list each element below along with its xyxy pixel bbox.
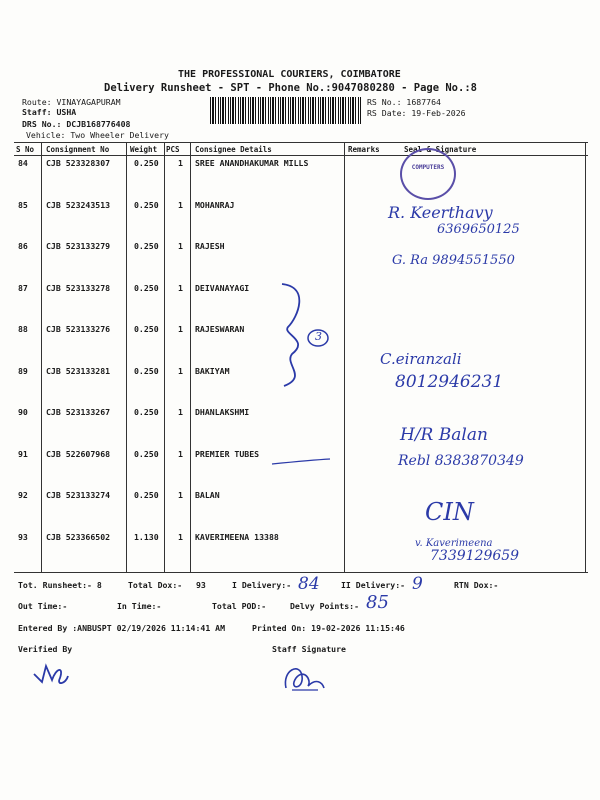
in-time-label: In Time:- xyxy=(117,601,162,611)
cell-weight: 0.250 xyxy=(134,407,159,417)
handwritten-name: R. Keerthavy xyxy=(388,203,493,222)
total-dox-label: Total Dox:- xyxy=(128,580,183,590)
ii-delivery-value: 9 xyxy=(412,574,423,594)
bracket-scribble xyxy=(280,282,330,392)
grid-line xyxy=(190,142,191,572)
cell-sno: 90 xyxy=(18,407,28,417)
cell-pcs: 1 xyxy=(178,200,183,210)
cell-consignment: CJB 523133276 xyxy=(46,324,111,334)
cell-weight: 0.250 xyxy=(134,449,159,459)
cell-sno: 84 xyxy=(18,158,28,168)
handwritten-phone: Rebl 8383870349 xyxy=(398,453,524,469)
cell-consignment: CJB 523133267 xyxy=(46,407,111,417)
col-pcs: PCS xyxy=(166,145,180,154)
cell-consignment: CJB 523133279 xyxy=(46,241,111,251)
cell-consignment: CJB 523366502 xyxy=(46,532,111,542)
cell-weight: 1.130 xyxy=(134,532,159,542)
table-bottom-rule xyxy=(14,572,588,573)
cell-sno: 93 xyxy=(18,532,28,542)
staff-signature-label: Staff Signature xyxy=(272,644,346,654)
col-weight: Weight xyxy=(130,145,158,154)
delvy-points-label: Delvy Points:- xyxy=(290,601,360,611)
cell-consignee: MOHANRAJ xyxy=(195,200,235,210)
grid-line xyxy=(344,142,345,572)
i-delivery-value: 84 xyxy=(298,574,320,594)
cell-consignee: SREE ANANDHAKUMAR MILLS xyxy=(195,158,309,168)
cell-pcs: 1 xyxy=(178,490,183,500)
rs-date: RS Date: 19-Feb-2026 xyxy=(367,108,466,118)
runsheet-subtitle: Delivery Runsheet - SPT - Phone No.:9047080280 - Page No.:8 xyxy=(104,82,477,94)
cell-sno: 88 xyxy=(18,324,28,334)
grid-line xyxy=(126,142,127,572)
col-consignee: Consignee Details xyxy=(195,145,272,154)
handwritten-phone: 8012946231 xyxy=(395,372,504,392)
cell-pcs: 1 xyxy=(178,407,183,417)
cell-consignee: PREMIER TUBES xyxy=(195,449,260,459)
tot-runsheet: Tot. Runsheet:- 8 xyxy=(18,580,102,590)
cell-sno: 92 xyxy=(18,490,28,500)
cell-weight: 0.250 xyxy=(134,283,159,293)
cell-weight: 0.250 xyxy=(134,158,159,168)
cell-weight: 0.250 xyxy=(134,241,159,251)
header-top-rule xyxy=(14,142,588,143)
route-text: Route: VINAYAGAPURAM xyxy=(22,97,121,107)
staff-signature xyxy=(278,660,328,696)
staff-text: Staff: USHA xyxy=(22,107,77,117)
i-delivery-label: I Delivery:- xyxy=(232,580,292,590)
cell-consignee: DHANLAKSHMI xyxy=(195,407,250,417)
cell-sno: 85 xyxy=(18,200,28,210)
header-bottom-rule xyxy=(14,155,588,156)
delvy-points-value: 85 xyxy=(366,592,389,613)
cell-pcs: 1 xyxy=(178,324,183,334)
cell-consignee: DEIVANAYAGI xyxy=(195,283,250,293)
cell-weight: 0.250 xyxy=(134,490,159,500)
cell-consignment: CJB 523328307 xyxy=(46,158,111,168)
cell-consignee: BALAN xyxy=(195,490,220,500)
cell-pcs: 1 xyxy=(178,283,183,293)
rs-number: RS No.: 1687764 xyxy=(367,97,441,107)
cell-consignment: CJB 522607968 xyxy=(46,449,111,459)
cell-consignee: KAVERIMEENA 13388 xyxy=(195,532,279,542)
vehicle-text: Vehicle: Two Wheeler Delivery xyxy=(26,130,169,140)
cell-pcs: 1 xyxy=(178,366,183,376)
cell-weight: 0.250 xyxy=(134,200,159,210)
drs-number: DRS No.: DCJB168776408 xyxy=(22,119,131,129)
cell-pcs: 1 xyxy=(178,449,183,459)
cell-weight: 0.250 xyxy=(134,366,159,376)
handwritten-name: v. Kaverimeena xyxy=(415,538,493,549)
cell-pcs: 1 xyxy=(178,158,183,168)
rtn-dox-label: RTN Dox:- xyxy=(454,580,499,590)
handwritten-signature: H/R Balan xyxy=(400,425,488,445)
total-pod-label: Total POD:- xyxy=(212,601,267,611)
cell-weight: 0.250 xyxy=(134,324,159,334)
cell-sno: 91 xyxy=(18,449,28,459)
handwritten-signature: CIN xyxy=(425,498,474,526)
handwritten-signature: G. Ra 9894551550 xyxy=(392,253,515,268)
ii-delivery-label: II Delivery:- xyxy=(341,580,406,590)
cell-consignment: CJB 523133274 xyxy=(46,490,111,500)
cell-sno: 87 xyxy=(18,283,28,293)
cell-consignee: RAJESH xyxy=(195,241,225,251)
out-time-label: Out Time:- xyxy=(18,601,68,611)
cell-consignment: CJB 523243513 xyxy=(46,200,111,210)
cell-sno: 89 xyxy=(18,366,28,376)
verified-by-label: Verified By xyxy=(18,644,73,654)
company-stamp: COMPUTERS xyxy=(400,148,456,200)
cell-consignment: CJB 523133281 xyxy=(46,366,111,376)
cell-sno: 86 xyxy=(18,241,28,251)
handwritten-phone: 7339129659 xyxy=(430,548,520,564)
grid-line xyxy=(585,142,586,572)
col-seal: Seal & Signature xyxy=(404,145,477,154)
barcode xyxy=(210,97,362,124)
grid-line xyxy=(41,142,42,572)
handwritten-name: C.eiranzali xyxy=(380,350,462,368)
printed-on: Printed On: 19-02-2026 11:15:46 xyxy=(252,623,405,633)
handwritten-number: 3 xyxy=(315,330,322,343)
handwritten-phone: 6369650125 xyxy=(437,222,520,237)
entered-by: Entered By :ANBUSPT 02/19/2026 11:14:41 AM xyxy=(18,623,226,633)
col-consignment: Consignment No xyxy=(46,145,110,154)
col-remarks: Remarks xyxy=(348,145,380,154)
cell-consignee: BAKIYAM xyxy=(195,366,230,376)
cell-pcs: 1 xyxy=(178,532,183,542)
col-sno: S No xyxy=(16,145,35,154)
cell-consignment: CJB 523133278 xyxy=(46,283,111,293)
verifier-signature xyxy=(30,660,70,690)
total-dox-value: 93 xyxy=(196,580,206,590)
cell-pcs: 1 xyxy=(178,241,183,251)
grid-line xyxy=(164,142,165,572)
company-title: THE PROFESSIONAL COURIERS, COIMBATORE xyxy=(178,69,401,80)
cell-consignee: RAJESWARAN xyxy=(195,324,245,334)
strike-scribble xyxy=(272,456,332,468)
